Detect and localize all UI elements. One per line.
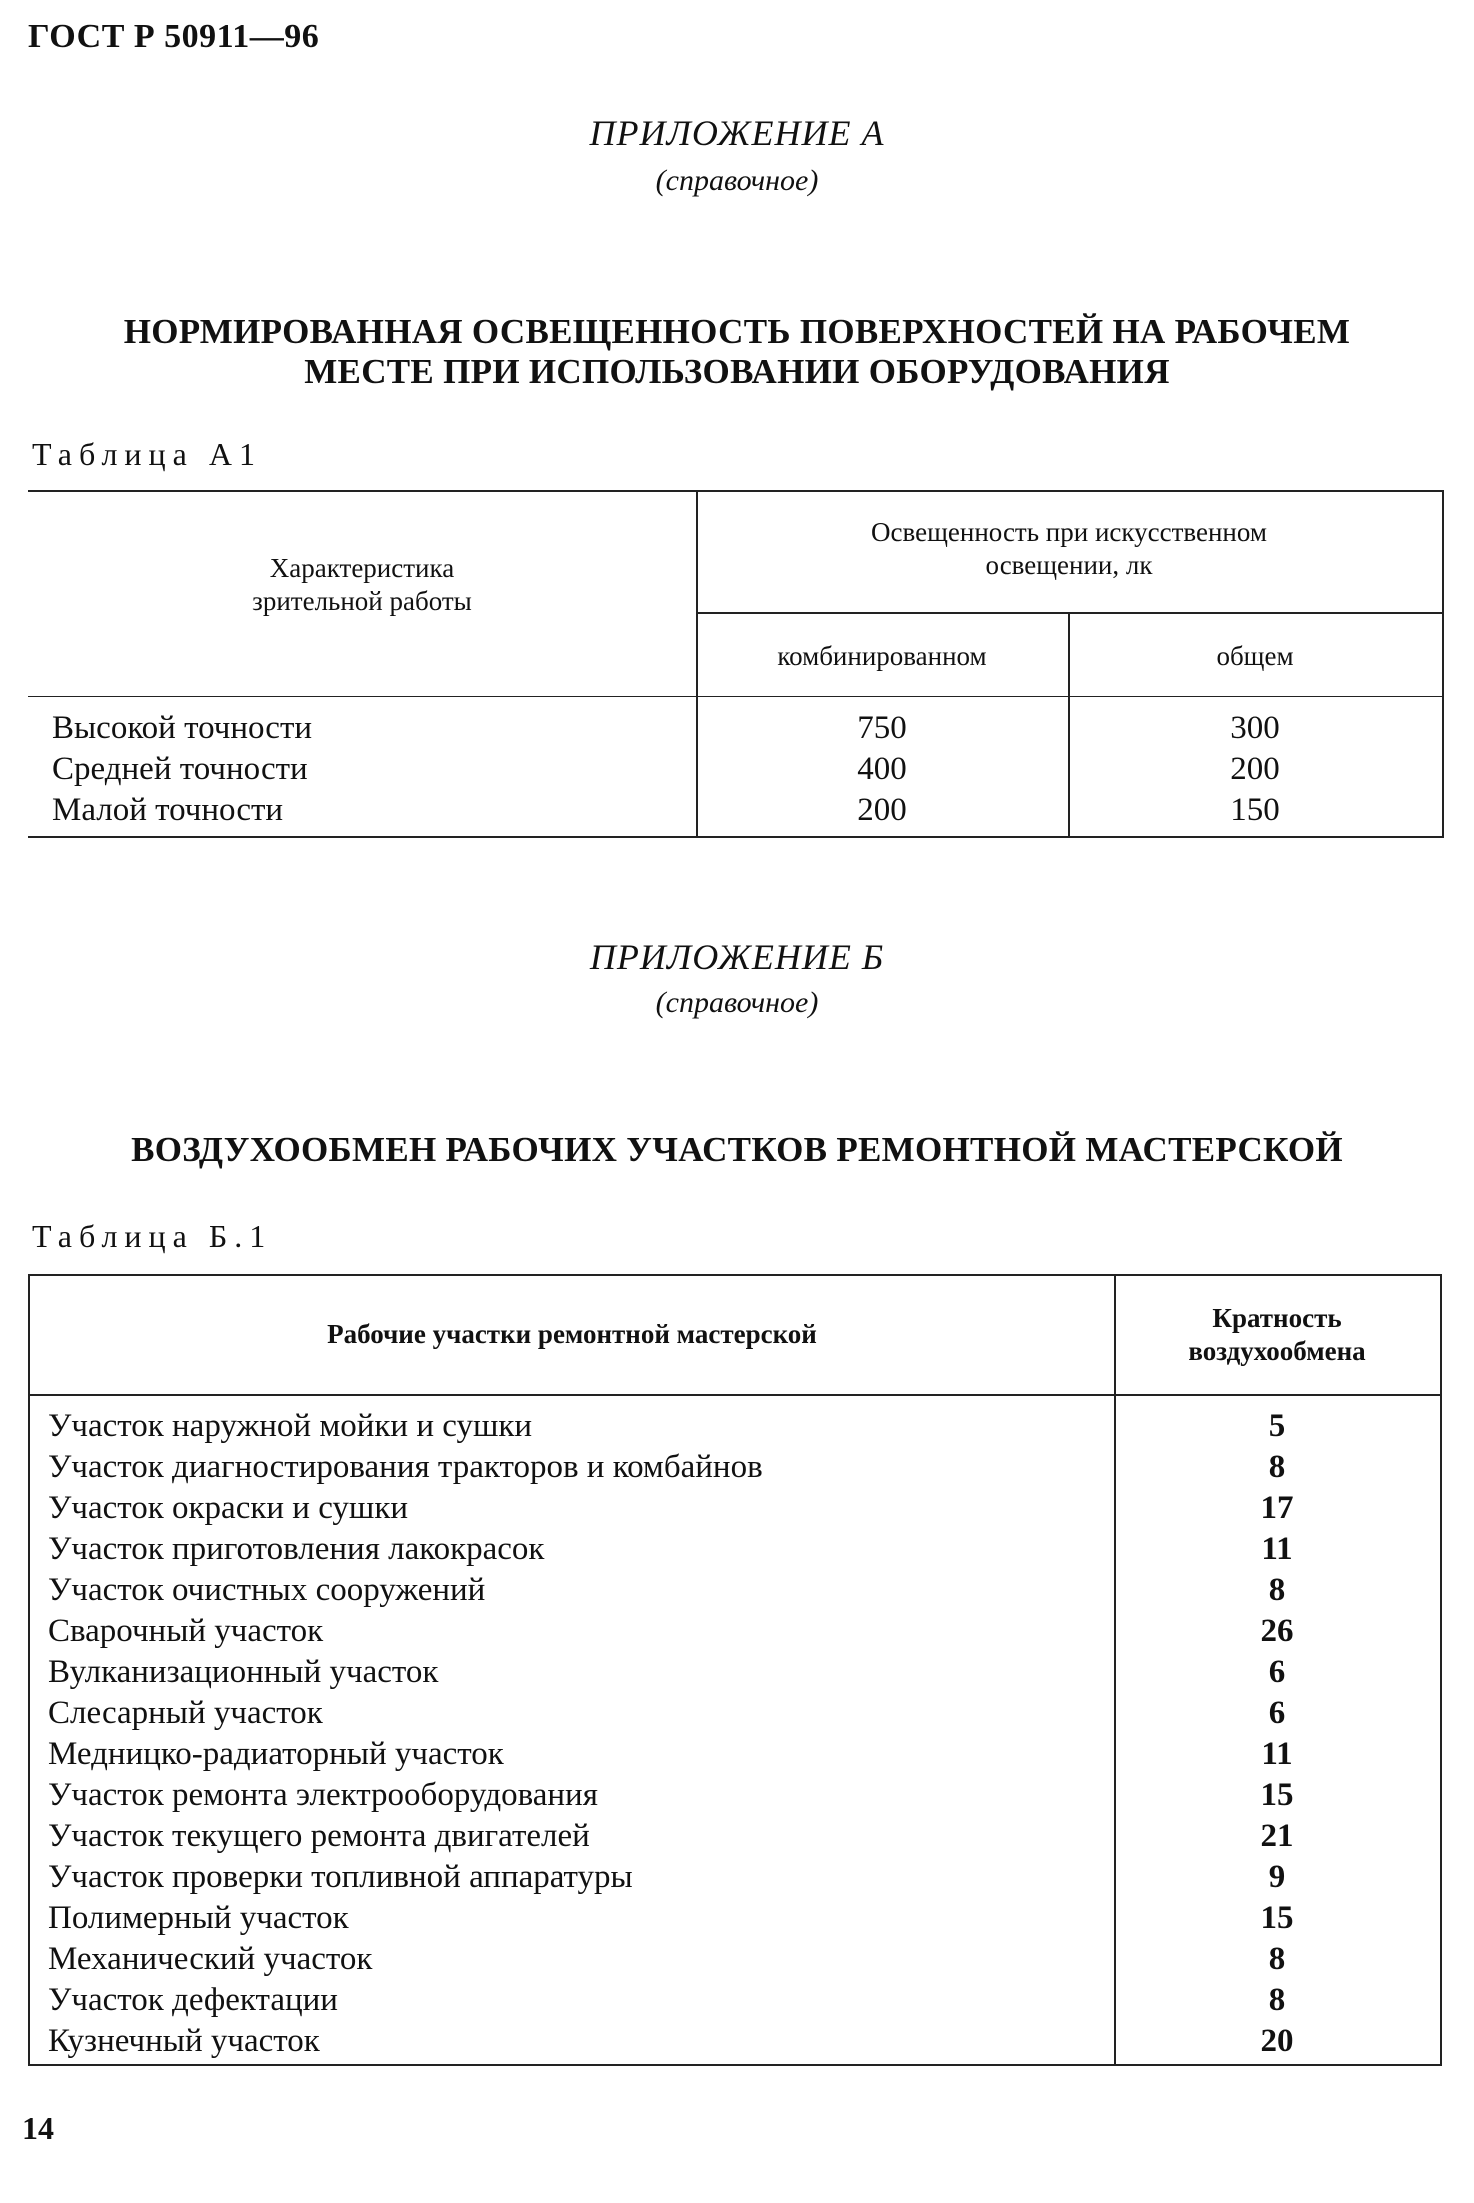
appendix-a-heading-line2: МЕСТЕ ПРИ ИСПОЛЬЗОВАНИИ ОБОРУДОВАНИЯ	[304, 352, 1170, 391]
appendix-a-subtitle: (справочное)	[655, 164, 819, 197]
appendix-a-title: ПРИЛОЖЕНИЕ А	[589, 113, 885, 153]
table-row	[30, 1652, 1440, 1693]
table-a1-row-label: Средней точности	[52, 751, 308, 787]
table-a1-right-border	[1442, 492, 1444, 836]
row-label: Участок очистных сооружений	[48, 1572, 486, 1608]
table-row	[30, 1775, 1440, 1816]
appendix-a-heading-line1: НОРМИРОВАННАЯ ОСВЕЩЕННОСТЬ ПОВЕРХНОСТЕЙ НА РАБОЧЕМ	[123, 312, 1351, 351]
row-label: Кузнечный участок	[48, 2023, 320, 2059]
row-value: 6	[1268, 1695, 1286, 1731]
table-a1-header-rule	[28, 696, 1444, 697]
row-label: Слесарный участок	[48, 1695, 323, 1731]
table-row	[30, 2021, 1440, 2062]
row-value: 11	[1261, 1736, 1293, 1772]
table-a1-row-label: Высокой точности	[52, 710, 313, 746]
document-code: ГОСТ Р 50911—96	[28, 18, 320, 55]
row-value: 8	[1268, 1449, 1286, 1485]
table-row	[30, 1939, 1440, 1980]
table-b1-col2-header	[1114, 1302, 1440, 1368]
row-label: Полимерный участок	[48, 1900, 349, 1936]
table-a1	[28, 490, 1444, 838]
table-row	[30, 1406, 1440, 1447]
appendix-b-heading: ВОЗДУХООБМЕН РАБОЧИХ УЧАСТКОВ РЕМОНТНОЙ МАСТЕРСКОЙ	[131, 1130, 1343, 1169]
appendix-a-heading	[0, 312, 1474, 392]
table-a1-cell-combined: 750	[857, 710, 907, 746]
table-a1-group-header	[696, 516, 1442, 582]
group-header-line1: Освещенность при искусственном	[871, 517, 1267, 547]
row-label: Участок диагностирования тракторов и комбайнов	[48, 1449, 763, 1485]
row-value: 8	[1268, 1572, 1286, 1608]
row-label: Сварочный участок	[48, 1613, 324, 1649]
table-b1-caption: Таблица Б.1	[32, 1218, 273, 1254]
table-row	[30, 1816, 1440, 1857]
col1-header-line2: зрительной работы	[252, 586, 472, 616]
table-row	[30, 1857, 1440, 1898]
table-a1-caption: Таблица А1	[32, 436, 262, 472]
table-b1-body	[30, 1406, 1440, 2062]
table-a1-cell-general: 150	[1230, 792, 1280, 828]
page-number: 14	[22, 2110, 54, 2146]
row-value: 15	[1260, 1777, 1294, 1813]
row-label: Участок окраски и сушки	[48, 1490, 409, 1526]
row-value: 5	[1268, 1408, 1286, 1444]
row-value: 8	[1268, 1982, 1286, 2018]
table-row	[30, 1529, 1440, 1570]
appendix-b-title: ПРИЛОЖЕНИЕ Б	[589, 937, 885, 977]
row-label: Участок приготовления лакокрасок	[48, 1531, 545, 1567]
table-a1-row-label: Малой точности	[52, 792, 284, 828]
table-a1-group-rule	[696, 612, 1444, 614]
table-row	[30, 1693, 1440, 1734]
table-a1-col1-header	[28, 552, 696, 618]
table-a1-cell-general: 300	[1230, 710, 1280, 746]
row-label: Вулканизационный участок	[48, 1654, 439, 1690]
row-label: Участок текущего ремонта двигателей	[48, 1818, 590, 1854]
table-row	[30, 1611, 1440, 1652]
col2-header-line1: Кратность	[1212, 1303, 1342, 1333]
row-label: Участок наружной мойки и сушки	[48, 1408, 533, 1444]
table-b1-col1-header: Рабочие участки ремонтной мастерской	[327, 1319, 817, 1349]
table-b1	[28, 1274, 1442, 2066]
row-label: Участок ремонта электрооборудования	[48, 1777, 598, 1813]
row-label: Участок дефектации	[48, 1982, 338, 2018]
col1-header-line1: Характеристика	[269, 553, 455, 583]
row-value: 8	[1268, 1941, 1286, 1977]
row-label: Участок проверки топливной аппаратуры	[48, 1859, 633, 1895]
table-row	[30, 1447, 1440, 1488]
row-label: Медницко-радиаторный участок	[48, 1736, 504, 1772]
table-row	[30, 1898, 1440, 1939]
row-value: 21	[1260, 1818, 1294, 1854]
table-a1-subheader-combined: комбинированном	[777, 641, 987, 671]
row-value: 20	[1260, 2023, 1294, 2059]
group-header-line2: освещении, лк	[985, 550, 1153, 580]
row-value: 9	[1268, 1859, 1286, 1895]
table-b1-header-rule	[30, 1394, 1440, 1396]
table-a1-cell-combined: 200	[857, 792, 907, 828]
table-a1-cell-combined: 400	[857, 751, 907, 787]
row-value: 17	[1260, 1490, 1294, 1526]
table-a1-subheader-general: общем	[1216, 641, 1294, 671]
table-row	[30, 1570, 1440, 1611]
table-row	[30, 1734, 1440, 1775]
row-value: 6	[1268, 1654, 1286, 1690]
row-value: 11	[1261, 1531, 1293, 1567]
appendix-b-subtitle: (справочное)	[655, 986, 819, 1019]
col2-header-line2: воздухообмена	[1188, 1336, 1366, 1366]
row-value: 26	[1260, 1613, 1294, 1649]
row-label: Механический участок	[48, 1941, 373, 1977]
table-row	[30, 1488, 1440, 1529]
row-value: 15	[1260, 1900, 1294, 1936]
table-row	[30, 1980, 1440, 2021]
table-a1-cell-general: 200	[1230, 751, 1280, 787]
